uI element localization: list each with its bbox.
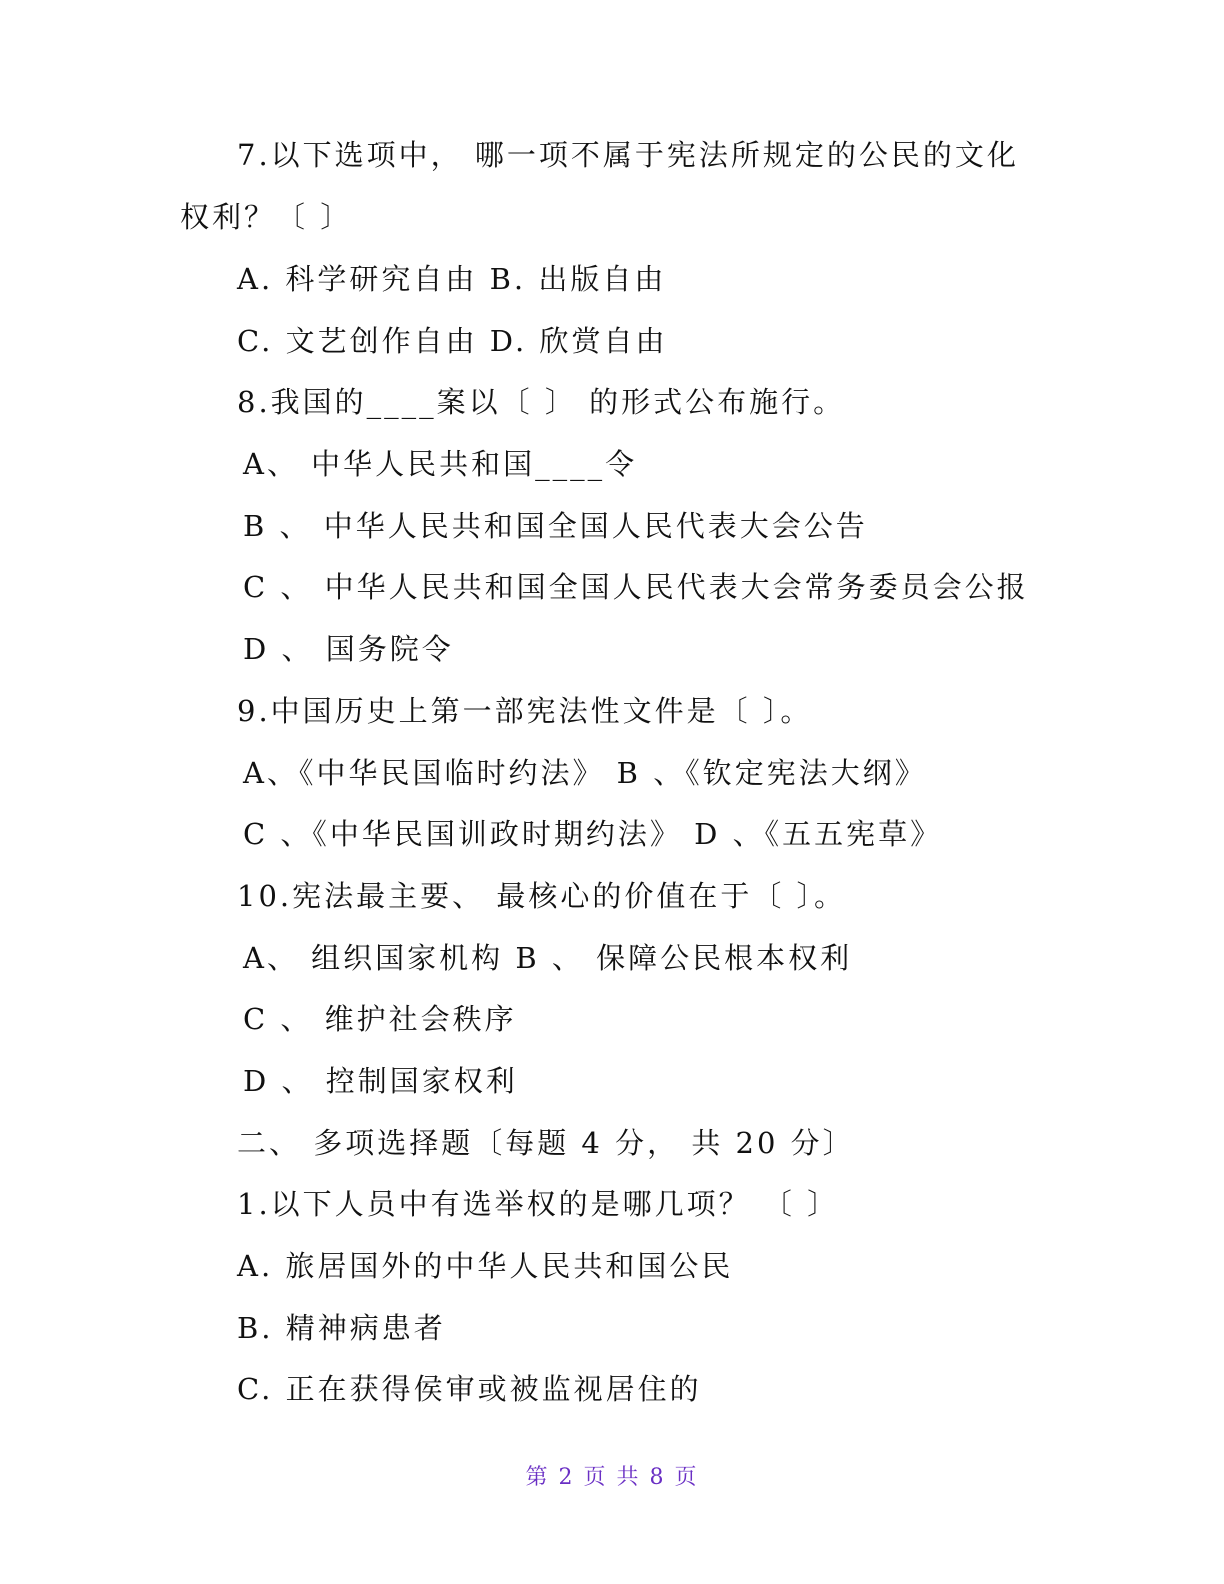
question-8-option-c: C 、 中华人民共和国全国人民代表大会常务委员会公报	[243, 570, 1029, 604]
question-9-options-cd: C 、《中华民国训政时期约法》 D 、《五五宪草》	[243, 817, 943, 851]
question-9-stem: 9.中国历史上第一部宪法性文件是〔 〕。	[237, 694, 813, 728]
question-7-options-cd: C. 文艺创作自由 D. 欣赏自由	[237, 324, 668, 358]
mc-question-1-option-c: C. 正在获得侯审或被监视居住的	[237, 1372, 702, 1406]
mc-question-1-option-b: B. 精神病患者	[237, 1311, 446, 1345]
question-10-option-c: C 、 维护社会秩序	[243, 1002, 517, 1036]
question-10-option-d: D 、 控制国家权利	[243, 1064, 518, 1098]
question-9-options-ab: A、《中华民国临时约法》 B 、《钦定宪法大纲》	[243, 756, 927, 790]
mc-question-1-option-a: A. 旅居国外的中华人民共和国公民	[237, 1249, 734, 1283]
question-8-option-d: D 、 国务院令	[243, 632, 454, 666]
question-7-line-2: 权利？〔 〕	[180, 200, 353, 234]
question-8-option-a: A、 中华人民共和国____令	[243, 447, 638, 481]
page-footer: 第 2 页 共 8 页	[525, 1465, 699, 1490]
question-10-stem: 10.宪法最主要、 最核心的价值在于〔 〕。	[237, 879, 847, 913]
mc-question-1-stem: 1.以下人员中有选举权的是哪几项？ 〔 〕	[237, 1187, 840, 1221]
question-8-stem: 8.我国的____案以〔 〕 的形式公布施行。	[237, 385, 846, 419]
section-heading-multiple-choice: 二、 多项选择题〔每题 4 分， 共 20 分〕	[237, 1126, 855, 1160]
question-10-options-ab: A、 组织国家机构 B 、 保障公民根本权利	[243, 941, 853, 975]
question-8-option-b: B 、 中华人民共和国全国人民代表大会公告	[243, 509, 868, 543]
question-7-options-ab: A. 科学研究自由 B. 出版自由	[237, 262, 667, 296]
question-7-line-1: 7.以下选项中， 哪一项不属于宪法所规定的公民的文化	[237, 138, 1019, 172]
